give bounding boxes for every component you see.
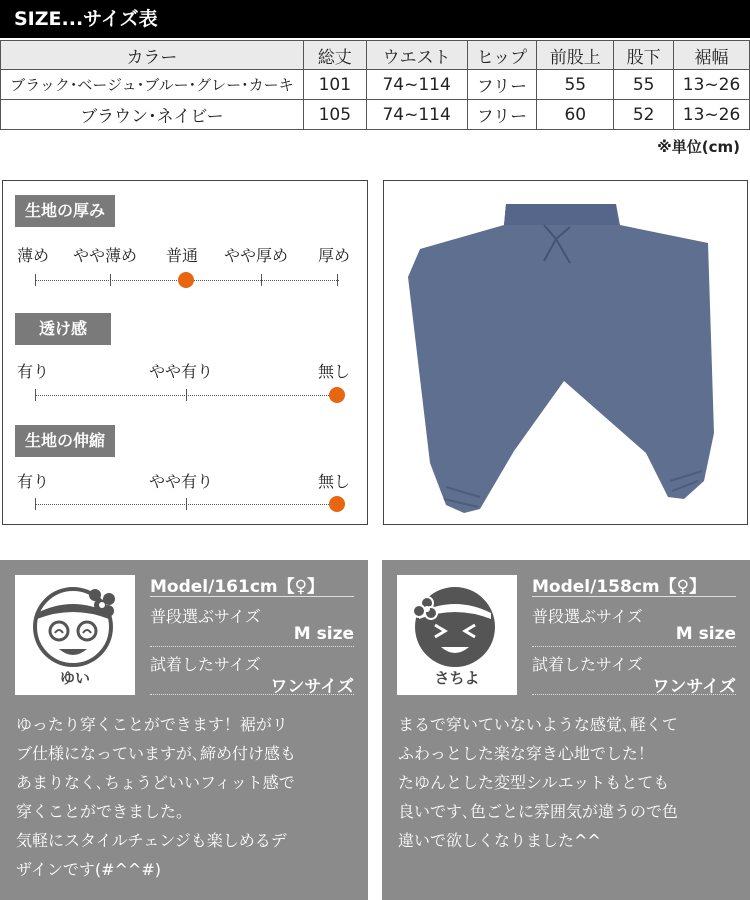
table-cell: ブラック･ベージュ･ブルー･グレー･カーキ: [1, 70, 304, 100]
pants-image: [384, 181, 747, 524]
scale-label: 普通: [166, 246, 199, 265]
column-header: 前股上: [537, 41, 614, 70]
scale-track: [35, 280, 339, 281]
avatar: [15, 575, 135, 695]
size-table: [0, 40, 750, 130]
scale-label: やや有り: [149, 362, 214, 381]
scale-tick: [186, 389, 187, 401]
review-comment: ゆったり穿くことができます！裾がリ ブ仕様になっていますが､締め付け感も あまりなく､ちょうどいいフィット感で 穿くことができました｡ 気軽にスタイルチェンジも楽しめるデ ザインです(#^^#): [16, 715, 297, 879]
scale-marker: [329, 496, 345, 512]
scale-track: [35, 395, 339, 396]
scale-title-thickness: 生地の厚み: [15, 195, 115, 227]
table-cell: 13~26: [674, 100, 750, 130]
tried-size-value: ワンサイズ: [270, 677, 354, 697]
avatar: [397, 575, 517, 695]
scale-label: 有り: [17, 472, 50, 491]
table-header-row: [1, 41, 750, 70]
column-header: 総丈: [303, 41, 366, 70]
table-cell: 105: [303, 100, 366, 130]
tried-size-value: ワンサイズ: [652, 677, 736, 697]
divider: [150, 646, 354, 647]
column-header: ウエスト: [366, 41, 467, 70]
divider: [150, 694, 354, 695]
review-card: [0, 560, 368, 900]
model-height: Model/158cm【♀】: [532, 577, 707, 597]
reviewer-name: さちよ: [434, 669, 480, 687]
scale-track: [35, 504, 339, 505]
scale-marker: [178, 272, 194, 288]
divider: [532, 596, 736, 597]
scale-tick: [35, 274, 36, 286]
table-cell: 74~114: [366, 100, 467, 130]
table-cell: 55: [537, 70, 614, 100]
table-cell: 13~26: [674, 70, 750, 100]
table-cell: 52: [614, 100, 674, 130]
model-height: Model/161cm【♀】: [150, 577, 325, 597]
table-cell: 101: [303, 70, 366, 100]
tried-size-label: 試着したサイズ: [150, 655, 261, 674]
table-cell: ブラウン･ネイビー: [1, 100, 304, 130]
column-header: 裾幅: [674, 41, 750, 70]
table-row: [1, 70, 750, 100]
scale-label: 有り: [17, 362, 50, 381]
scale-tick: [35, 389, 36, 401]
scale-title-stretch: 生地の伸縮: [15, 425, 115, 457]
product-image-panel: [383, 180, 748, 525]
column-header: ヒップ: [467, 41, 537, 70]
tried-size-label: 試着したサイズ: [532, 655, 643, 674]
divider: [532, 646, 736, 647]
review-card: [382, 560, 750, 900]
scale-label: 厚め: [318, 246, 351, 265]
scale-tick: [35, 498, 36, 510]
usual-size-value: M size: [293, 624, 354, 644]
scale-label: やや薄め: [73, 246, 138, 265]
scale-label: やや有り: [149, 472, 214, 491]
scale-label: 無し: [318, 472, 351, 491]
size-chart-title: SIZE...サイズ表: [0, 0, 750, 38]
scale-tick: [186, 498, 187, 510]
scale-title-transparency: 透け感: [15, 313, 111, 345]
fabric-scale-panel: [2, 180, 368, 525]
usual-size-label: 普段選ぶサイズ: [532, 607, 643, 626]
table-row: [1, 100, 750, 130]
scale-marker: [329, 387, 345, 403]
review-comment: まるで穿いていないような感覚､軽くて ふわっとした楽な穿き心地でした！ たゆんとした変型シルエットもとても 良いです､色ごとに雰囲気が違うので色 違いで欲しくなりました^^: [398, 715, 679, 850]
table-cell: 55: [614, 70, 674, 100]
usual-size-value: M size: [675, 624, 736, 644]
scale-tick: [110, 274, 111, 286]
reviewer-name: ゆい: [59, 669, 90, 687]
table-cell: フリー: [467, 100, 537, 130]
scale-tick: [261, 274, 262, 286]
table-cell: 74~114: [366, 70, 467, 100]
table-cell: フリー: [467, 70, 537, 100]
usual-size-label: 普段選ぶサイズ: [150, 607, 261, 626]
scale-label: 薄め: [17, 246, 50, 265]
divider: [532, 694, 736, 695]
scale-label: 無し: [318, 362, 351, 381]
divider: [150, 596, 354, 597]
table-cell: 60: [537, 100, 614, 130]
unit-note: ※単位(cm): [657, 138, 740, 156]
scale-tick: [337, 274, 338, 286]
scale-label: やや厚め: [224, 246, 289, 265]
column-header: 股下: [614, 41, 674, 70]
column-header: カラー: [1, 41, 304, 70]
